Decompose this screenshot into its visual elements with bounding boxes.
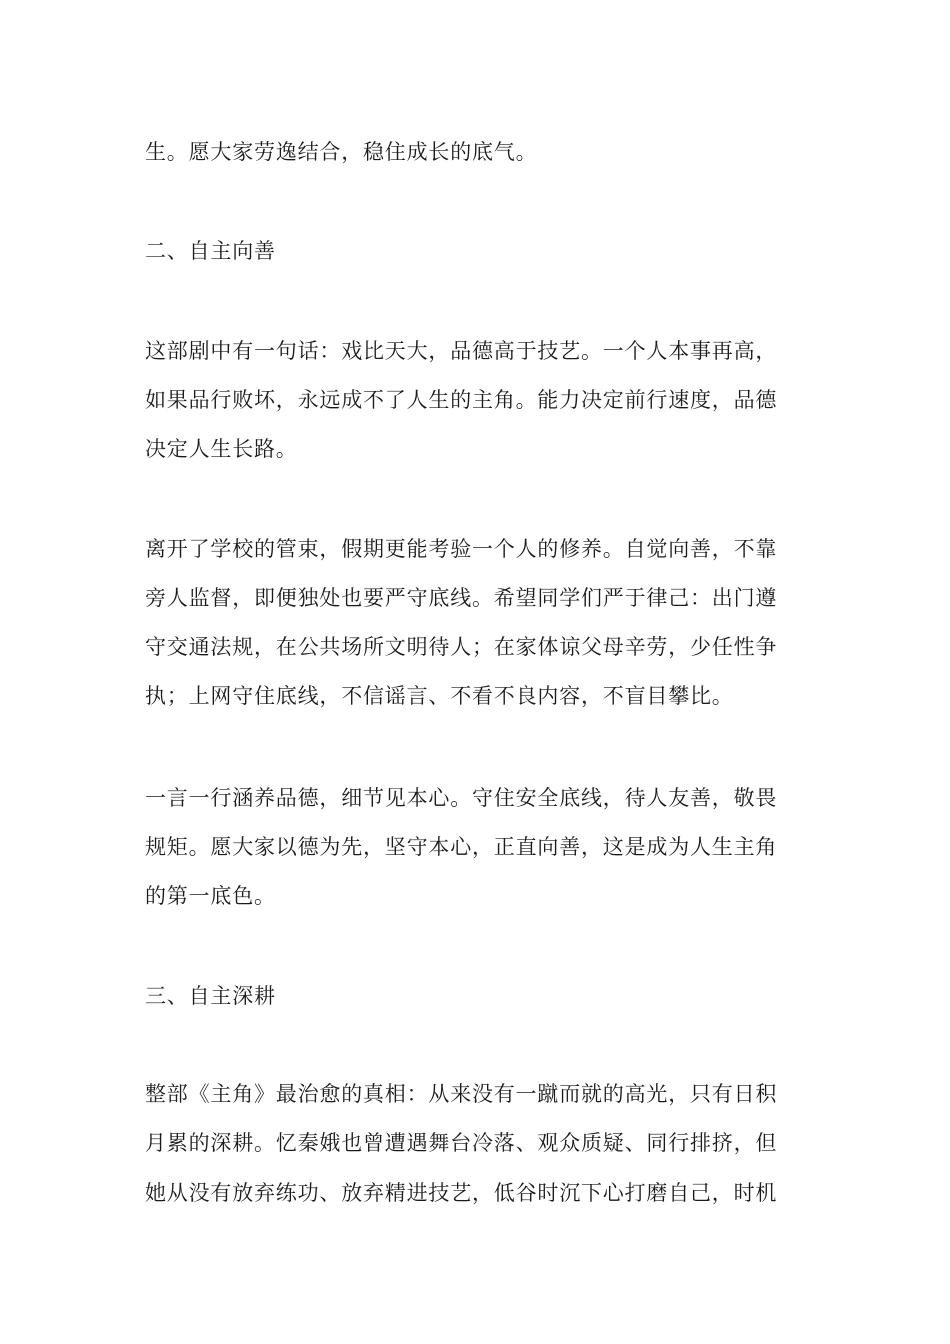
paragraph-line: 决定人生长路。: [145, 437, 298, 461]
paragraph-line: 生。愿大家劳逸结合，稳住成长的底气。: [145, 140, 538, 164]
paragraph-line: 这部剧中有一句话：戏比天大，品德高于技艺。一个人本事再高，: [145, 339, 778, 363]
section-heading: 三、自主深耕: [145, 984, 276, 1008]
paragraph-line: 她从没有放弃练功、放弃精进技艺，低谷时沉下心打磨自己，时机: [145, 1181, 778, 1205]
section-heading: 二、自主向善: [145, 239, 276, 263]
paragraph-line: 执；上网守住底线，不信谣言、不看不良内容，不盲目攀比。: [145, 684, 734, 708]
paragraph-line: 旁人监督，即便独处也要严守底线。希望同学们严于律己：出门遵: [145, 586, 778, 610]
paragraph-line: 离开了学校的管束，假期更能考验一个人的修养。自觉向善，不靠: [145, 537, 778, 561]
paragraph-line: 一言一行涵养品德，细节见本心。守住安全底线，待人友善，敬畏: [145, 786, 778, 810]
paragraph-line: 规矩。愿大家以德为先，坚守本心，正直向善，这是成为人生主角: [145, 835, 778, 859]
paragraph-line: 整部《主角》最治愈的真相：从来没有一蹴而就的高光，只有日积: [145, 1082, 778, 1106]
paragraph-line: 守交通法规，在公共场所文明待人；在家体谅父母辛劳，少任性争: [145, 635, 778, 659]
paragraph-line: 如果品行败坏，永远成不了人生的主角。能力决定前行速度，品德: [145, 388, 778, 412]
paragraph-line: 的第一底色。: [145, 884, 276, 908]
paragraph-line: 月累的深耕。忆秦娥也曾遭遇舞台冷落、观众质疑、同行排挤，但: [145, 1131, 778, 1155]
